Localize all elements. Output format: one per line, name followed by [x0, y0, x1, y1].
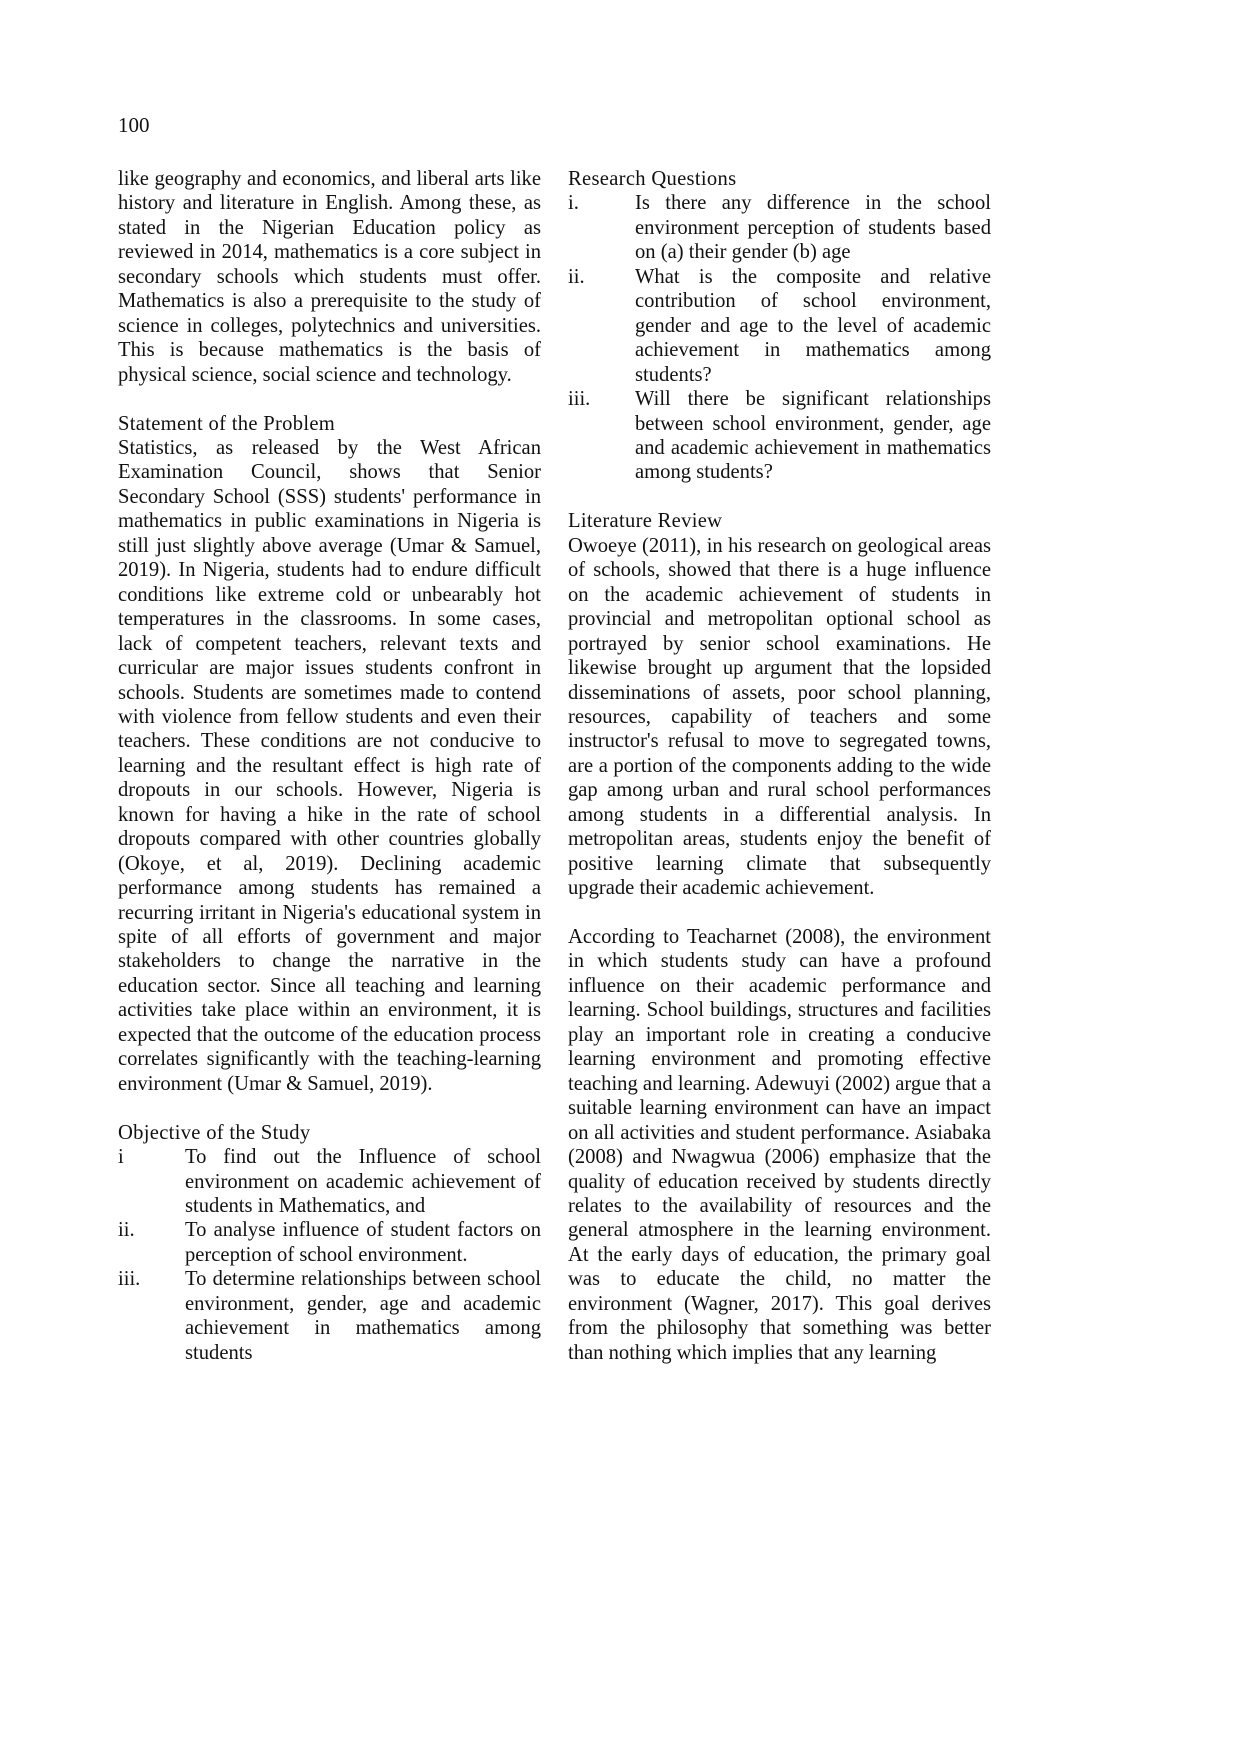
list-number: i — [118, 1146, 124, 1169]
literature-paragraph: Owoeye (2011), in his research on geological areas of schools, showed that there is a huge influence on the academic achievement of students in provincial and metropolitan optional school as portrayed by senior school examinations. He likewise brought up argument that the lopsided disseminations of assets, poor school planning, resources, capability of teachers and some instructor's refusal to move to segregated towns, are a portion of the components adding to the wide gap among urban and rural school performances among students in a differential analysis. In metropolitan areas, students enjoy the benefit of positive learning climate that subsequently upgrade their academic achievement. — [568, 534, 991, 900]
list-text: To determine relationships between school environment, gender, age and academic achievement in mathematics among students — [185, 1268, 541, 1364]
list-text: To analyse influence of student factors on perception of school environment. — [185, 1219, 541, 1266]
list-item — [568, 191, 991, 264]
list-item — [118, 1267, 541, 1365]
statement-of-problem-paragraph: Statistics, as released by the West African Examination Council, shows that Senior Secondary School (SSS) students' performance in mathematics in public examinations in Nigeria is still just slightly above average (Umar & Samuel, 2019). In Nigeria, students had to endure difficult conditions like extreme cold or unbearably hot temperatures in the classrooms. In some cases, lack of competent teachers, relevant texts and curricular are major issues students confront in schools. Students are sometimes made to contend with violence from fellow students and even their teachers. These conditions are not conducive to learning and the resultant effect is high rate of dropouts in our schools. However, Nigeria is known for having a hike in the rate of school dropouts compared with other countries globally (Okoye, et al, 2019). Declining academic performance among students has remained a recurring irritant in Nigeria's educational system in spite of all efforts of government and major stakeholders to change the narrative in the education sector. Since all teaching and learning activities take place within an environment, it is expected that the outcome of the education process correlates significantly with the teaching-learning environment (Umar & Samuel, 2019). — [118, 436, 541, 1095]
list-text: What is the composite and relative contribution of school environment, gender and age to the level of academic achievement in mathematics among students? — [635, 265, 991, 386]
research-questions-list — [568, 191, 991, 484]
spacer — [568, 901, 991, 925]
spacer — [118, 1096, 541, 1120]
spacer — [568, 485, 991, 509]
list-item — [118, 1145, 541, 1218]
list-number: iii. — [568, 388, 591, 411]
intro-paragraph: like geography and economics, and liberal arts like history and literature in English. Among these, as stated in the Nigerian Education policy as reviewed in 2014, mathematics is a core subject in secondary schools which students must offer. Mathematics is also a prerequisite to the study of science in colleges, polytechnics and universities. This is because mathematics is the basis of physical science, social science and technology. — [118, 168, 541, 386]
page-number: 100 — [118, 113, 150, 137]
research-questions-heading: Research Questions — [568, 168, 737, 190]
literature-paragraph: According to Teacharnet (2008), the environment in which students study can have a profound influence on their academic performance and learning. School buildings, structures and facilities play an important role in creating a conducive learning environment and promoting effective teaching and learning. Adewuyi (2002) argue that a suitable learning environment can have an impact on all activities and student performance. Asiabaka (2008) and Nwagwua (2006) emphasize that the quality of education received by students directly relates to the availability of resources and the general atmosphere in the learning environment. At the early days of education, the primary goal was to educate the child, no matter the environment (Wagner, 2017). This goal derives from the philosophy that something was better than nothing which implies that any learning — [568, 926, 991, 1364]
literature-review-heading: Literature Review — [568, 510, 723, 533]
list-number: ii. — [568, 265, 585, 288]
objective-heading: Objective of the Study — [118, 1121, 311, 1144]
statement-of-problem-heading: Statement of the Problem — [118, 412, 336, 435]
list-text: To find out the Influence of school environment on academic achievement of students in Mathematics, and — [185, 1146, 541, 1217]
left-column — [118, 167, 541, 1365]
objectives-list — [118, 1145, 541, 1365]
right-column — [568, 167, 991, 1365]
list-item — [118, 1218, 541, 1267]
list-text: Will there be significant relationships between school environment, gender, age and academic achievement in mathematics among students? — [635, 388, 991, 484]
list-number: iii. — [118, 1268, 141, 1291]
list-number: i. — [568, 192, 579, 215]
spacer — [118, 387, 541, 411]
list-text: Is there any difference in the school environment perception of students based on (a) their gender (b) age — [635, 192, 991, 264]
list-item — [568, 387, 991, 485]
list-number: ii. — [118, 1219, 135, 1242]
list-item — [568, 265, 991, 387]
